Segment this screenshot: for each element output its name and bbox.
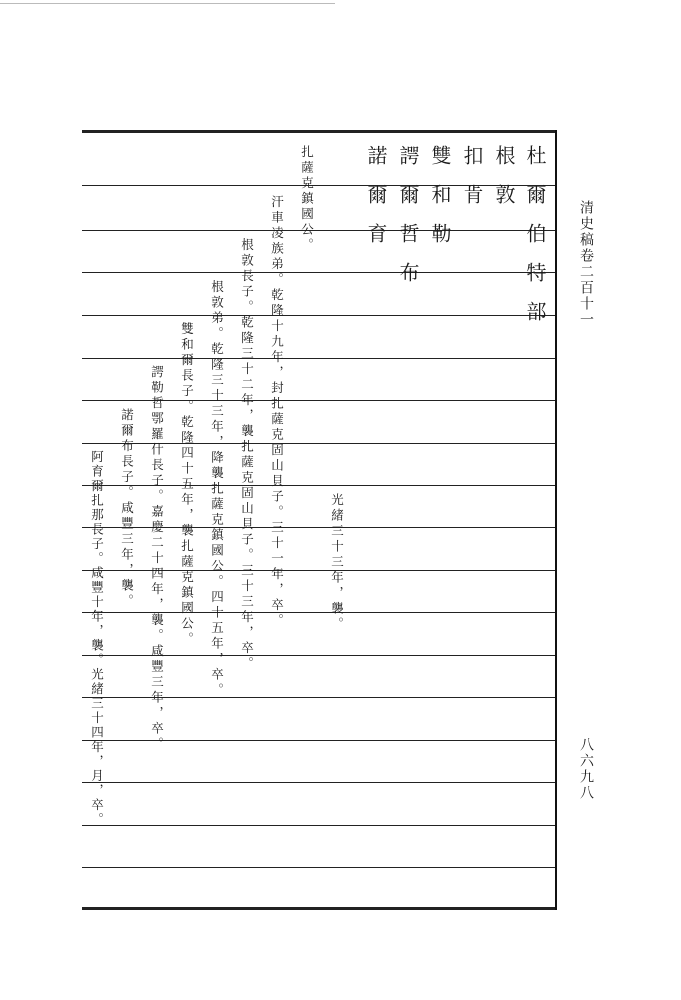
row-rule — [82, 358, 557, 359]
header-column: 杜爾伯特部 — [523, 145, 547, 340]
header-column: 根敦 — [492, 145, 516, 223]
row-entry: 扎薩克鎮國公。 — [299, 145, 315, 254]
table-right-rule — [555, 130, 557, 910]
row-rule — [82, 867, 557, 868]
header-column: 諾爾育 — [364, 145, 388, 262]
header-column: 諤爾哲布 — [396, 145, 420, 301]
row-rule — [82, 272, 557, 273]
row-entry: 根敦長子。乾隆三十二年，襲扎薩克固山貝子。三十三年，卒。 — [239, 238, 255, 672]
row-rule — [82, 185, 557, 186]
side-title: 清史稿卷二百十一 — [578, 200, 594, 328]
header-column: 雙和勒 — [428, 145, 452, 262]
table-top-rule — [82, 130, 557, 133]
row-rule — [82, 825, 557, 826]
row-entry: 汗車凌族弟。乾隆十九年，封扎薩克固山貝子。三十一年，卒。 — [269, 195, 285, 629]
row-entry: 雙和爾長子。乾隆四十五年，襲扎薩克鎮國公。 — [179, 322, 195, 648]
row-entry: 光緒三十三年，襲。 — [329, 493, 345, 633]
row-rule — [82, 782, 557, 783]
row-rule — [82, 315, 557, 316]
row-entry: 諤勒哲鄂羅什長子。嘉慶二十四年，襲。咸豐三年，卒。 — [149, 365, 165, 753]
row-entry: 阿育爾扎那長子。咸豐十年，襲。光緒三十四年，月，卒。 — [89, 450, 105, 827]
row-entry: 諾爾布長子。咸豐三年，襲。 — [119, 408, 135, 610]
table-bottom-rule — [82, 907, 557, 910]
page-number: 八六九八 — [578, 737, 594, 801]
row-entry: 根敦弟。乾隆三十三年，降襲扎薩克鎮國公。四十五年，卒。 — [209, 280, 225, 699]
page-top-edge — [0, 3, 335, 4]
row-rule — [82, 230, 557, 231]
header-column: 扣肯 — [460, 145, 484, 223]
